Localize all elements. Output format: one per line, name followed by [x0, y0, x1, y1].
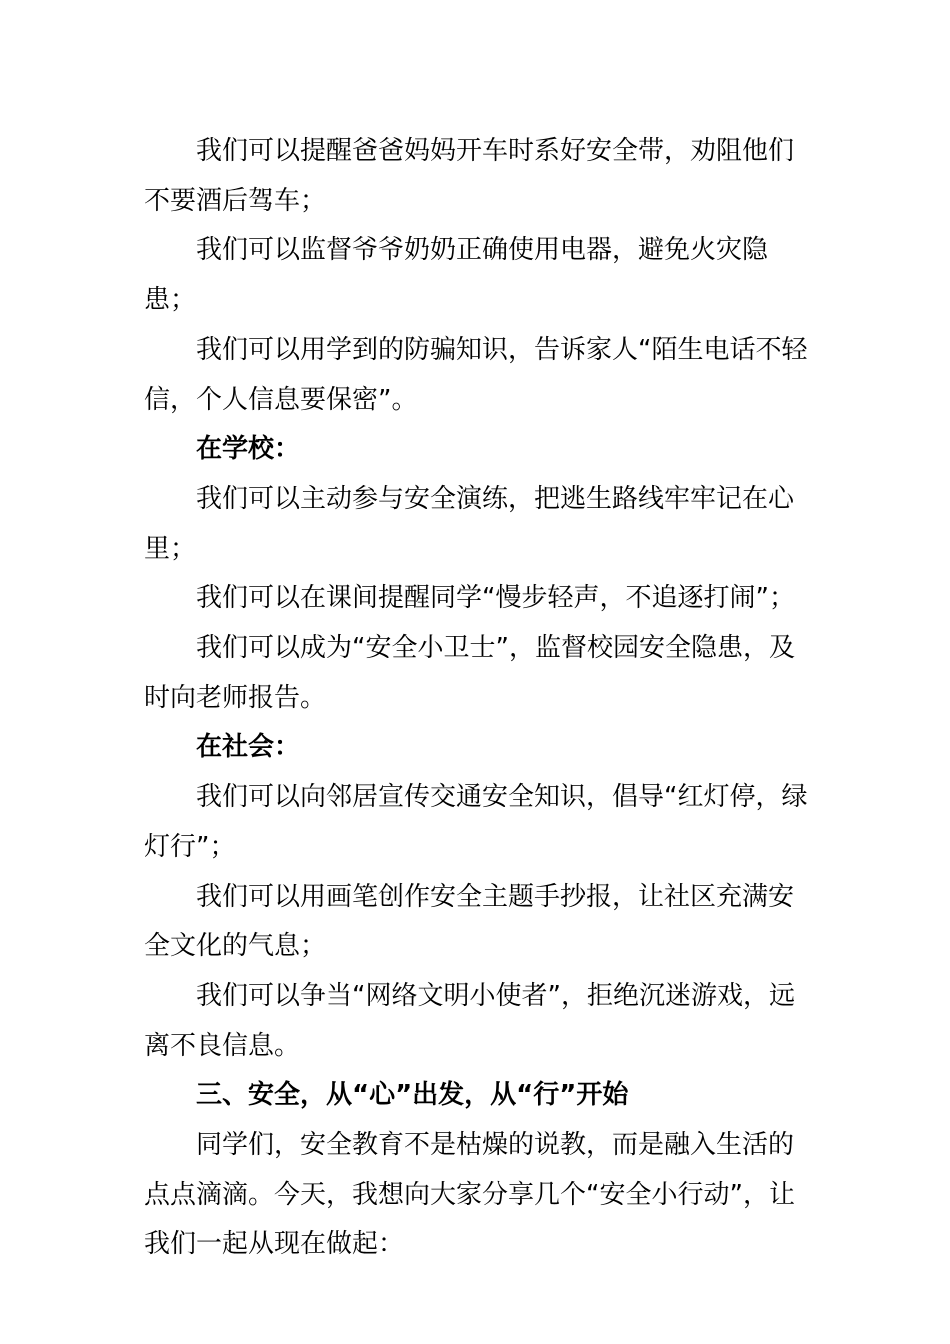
- paragraph-society-traffic: 我们可以向邻居宣传交通安全知识，倡导“红灯停，绿灯行”；: [144, 782, 808, 862]
- paragraph-family-seatbelt: 我们可以提醒爸爸妈妈开车时系好安全带，劝阻他们不要酒后驾车；: [144, 136, 795, 216]
- paragraph-school-recess: 我们可以在课间提醒同学“慢步轻声，不追逐打闹”；: [196, 583, 795, 614]
- paragraph-society-poster: 我们可以用画笔创作安全主题手抄报，让社区充满安全文化的气息；: [144, 881, 795, 962]
- paragraph-family-fraud: 我们可以用学到的防骗知识，告诉家人“陌生电话不轻信，个人信息要保密”。: [144, 334, 808, 415]
- paragraph-society-internet: 我们可以争当“网络文明小使者”，拒绝沉迷游戏，远离不良信息。: [144, 980, 795, 1061]
- document-body: [144, 127, 810, 1270]
- paragraph-family-electric: 我们可以监督爷爷奶奶正确使用电器，避免火灾隐患；: [144, 235, 769, 316]
- paragraph-school-guard: 我们可以成为“安全小卫士”，监督校园安全隐患，及时向老师报告。: [144, 633, 795, 713]
- heading-in-society: 在社会：: [196, 732, 301, 763]
- section-heading-three: 三、安全，从“心”出发，从“行”开始: [196, 1080, 629, 1111]
- paragraph-school-drill: 我们可以主动参与安全演练，把逃生路线牢牢记在心里；: [144, 483, 795, 564]
- paragraph-safety-actions-intro: 同学们，安全教育不是枯燥的说教，而是融入生活的点点滴滴。今天，我想向大家分享几个“安全小行动”，让我们一起从现在做起：: [144, 1130, 795, 1260]
- heading-at-school: 在学校：: [196, 434, 301, 465]
